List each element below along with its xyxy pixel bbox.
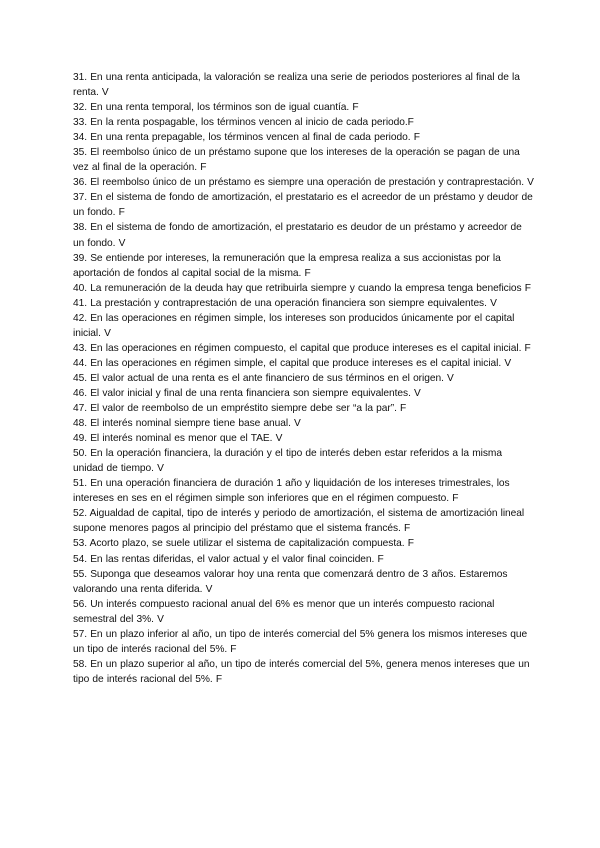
list-item: 43. En las operaciones en régimen compuesto, el capital que produce intereses es el capital inicial. F — [73, 342, 531, 354]
list-item: 55. Suponga que deseamos valorar hoy una renta que comenzará dentro de 3 años. Estaremos valorando una renta diferida. V — [73, 568, 508, 595]
list-item: 41. La prestación y contraprestación de una operación financiera son siempre equivalentes. V — [73, 297, 497, 309]
list-item: 36. El reembolso único de un préstamo es siempre una operación de prestación y contraprestación. V — [73, 177, 534, 189]
list-item: 48. El interés nominal siempre tiene base anual. V — [73, 418, 301, 430]
list-item: 32. En una renta temporal, los términos son de igual cuantía. F — [73, 102, 359, 114]
list-item: 57. En un plazo inferior al año, un tipo de interés comercial del 5% genera los mismos intereses que un tipo de interés racional del 5%. F — [73, 628, 528, 655]
list-item: 37. En el sistema de fondo de amortización, el prestatario es el acreedor de un préstamo y deudor de un fondo. F — [73, 192, 533, 219]
list-item: 52. Aigualdad de capital, tipo de interés y periodo de amortización, el sistema de amortización lineal supone menores pagos al principio del préstamo que el sistema francés. F — [73, 508, 525, 535]
list-item: 34. En una renta prepagable, los términos vencen al final de cada periodo. F — [73, 132, 420, 144]
list-item: 31. En una renta anticipada, la valoración se realiza una serie de periodos posteriores al final de la renta. V — [73, 72, 520, 99]
list-item: 49. El interés nominal es menor que el TAE. V — [73, 433, 283, 445]
list-item: 53. Acorto plazo, se suele utilizar el sistema de capitalización compuesta. F — [73, 538, 414, 550]
list-item: 39. Se entiende por intereses, la remuneración que la empresa realiza a sus accionistas por la aportación de fondos al capital social de la misma. F — [73, 252, 501, 279]
question-list — [73, 70, 535, 687]
list-item: 58. En un plazo superior al año, un tipo de interés comercial del 5%, genera menos intereses que un tipo de interés racional del 5%. F — [73, 658, 530, 685]
list-item: 47. El valor de reembolso de un empréstito siempre debe ser “a la par”. F — [73, 403, 407, 415]
list-item: 42. En las operaciones en régimen simple, los intereses son producidos únicamente por el capital inicial. V — [73, 312, 515, 339]
list-item: 56. Un interés compuesto racional anual del 6% es menor que un interés compuesto racional semestral del 3%. V — [73, 598, 495, 625]
list-item: 45. El valor actual de una renta es el ante financiero de sus términos en el origen. V — [73, 372, 454, 384]
list-item: 40. La remuneración de la deuda hay que retribuirla siempre y cuando la empresa tenga beneficios F — [73, 282, 531, 294]
list-item: 38. En el sistema de fondo de amortización, el prestatario es deudor de un préstamo y acreedor de un fondo. V — [73, 222, 522, 249]
list-item: 44. En las operaciones en régimen simple, el capital que produce intereses es el capital inicial. V — [73, 357, 512, 369]
list-item: 51. En una operación financiera de duración 1 año y liquidación de los intereses trimestrales, los intereses en ses en el régimen simple son inferiores que en el régimen compuesto. F — [73, 478, 510, 505]
list-item: 35. El reembolso único de un préstamo supone que los intereses de la operación se pagan de una vez al final de la operación. F — [73, 147, 520, 174]
list-item: 54. En las rentas diferidas, el valor actual y el valor final coinciden. F — [73, 553, 384, 565]
list-item: 50. En la operación financiera, la duración y el tipo de interés deben estar referidos a la misma unidad de tiempo. V — [73, 448, 502, 475]
list-item: 46. El valor inicial y final de una renta financiera son siempre equivalentes. V — [73, 387, 421, 399]
list-item: 33. En la renta pospagable, los términos vencen al inicio de cada periodo.F — [73, 117, 414, 129]
